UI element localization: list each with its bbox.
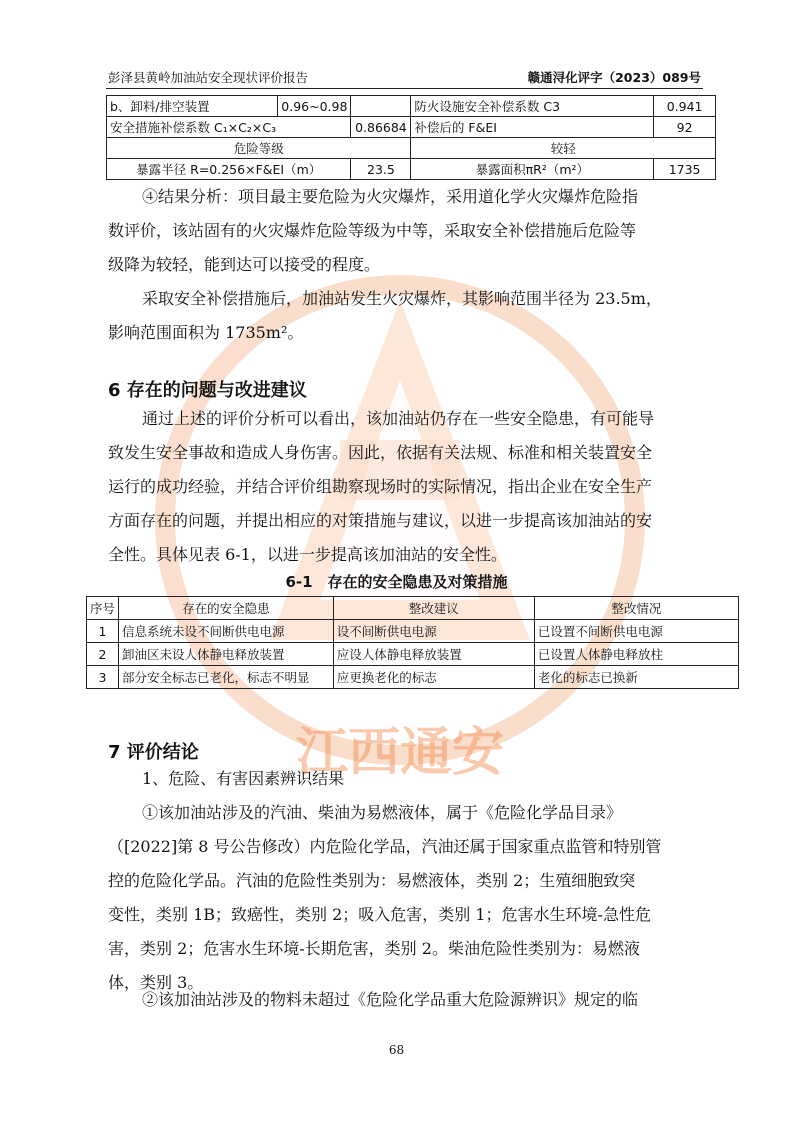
table-cell: 0.96~0.98 xyxy=(278,96,351,117)
table-cell: 卸油区未设人体静电释放装置 xyxy=(119,643,334,666)
text-line: 1、危险、有害因素辨识结果 xyxy=(142,769,345,788)
text-line: 控的危险化学品。汽油的危险性类别为：易燃液体，类别 2；生殖细胞致突 xyxy=(108,871,636,890)
table-cell: 安全措施补偿系数 C₁×C₂×C₃ xyxy=(107,117,351,138)
page-number: 68 xyxy=(388,1043,405,1057)
column-header: 序号 xyxy=(87,597,119,620)
section-7-paragraph-1 xyxy=(108,796,718,1000)
table-row xyxy=(107,117,716,138)
text-line: ①该加油站涉及的汽油、柴油为易燃液体，属于《危险化学品目录》 xyxy=(142,803,623,822)
text-line: （[2022]第 8 号公告修改）内危险化学品，汽油还属于国家重点监管和特别管 xyxy=(108,837,662,856)
table-caption: 6-1 存在的安全隐患及对策措施 xyxy=(285,573,508,591)
table-cell: 暴露半径 R=0.256×F&EI（m） xyxy=(107,159,351,180)
table-cell: 补偿后的 F&EI xyxy=(411,117,654,138)
text-line: 数评价，该站固有的火灾爆炸危险等级为中等，采取安全补偿措施后危险等 xyxy=(108,221,637,240)
table-cell: 23.5 xyxy=(351,159,411,180)
text-line: 致发生安全事故和造成人身伤害。因此，依据有关法规、标准和相关装置安全 xyxy=(108,443,653,462)
text-line: 影响范围面积为 1735m²。 xyxy=(108,323,304,342)
table-cell: 设不间断供电电源 xyxy=(333,620,534,643)
section-7-subheading xyxy=(108,762,718,796)
table-cell: 92 xyxy=(654,117,716,138)
section-6-heading: 6 存在的问题与改进建议 xyxy=(108,380,307,401)
table-header-row xyxy=(87,597,739,620)
column-header: 整改情况 xyxy=(534,597,738,620)
text-line: 体，类别 3。 xyxy=(108,973,204,992)
column-header: 整改建议 xyxy=(333,597,534,620)
table-cell: 应更换老化的标志 xyxy=(333,666,534,689)
header-report-title: 彭泽县黄岭加油站安全现状评价报告 xyxy=(108,70,309,85)
table-cell: 防火设施安全补偿系数 C3 xyxy=(411,96,654,117)
table-cell: 信息系统未设不间断供电电源 xyxy=(119,620,334,643)
table-row xyxy=(87,643,739,666)
table-cell: 2 xyxy=(87,643,119,666)
hazards-countermeasures-table xyxy=(86,596,739,689)
watermark-bottom-text: 江西通安 xyxy=(295,723,505,783)
text-line: 变性，类别 1B；致癌性，类别 2；吸入危害，类别 1；危害水生环境-急性危 xyxy=(108,905,651,924)
table-cell xyxy=(351,96,411,117)
impact-radius-paragraph xyxy=(108,282,718,350)
section-6-paragraph xyxy=(108,402,718,572)
table-cell: 0.86684 xyxy=(351,117,411,138)
table-row xyxy=(107,138,716,159)
text-line: 采取安全补偿措施后，加油站发生火灾爆炸，其影响范围半径为 23.5m， xyxy=(142,289,662,308)
table-row xyxy=(107,96,716,117)
table-row xyxy=(87,620,739,643)
table-cell: 已设置人体静电释放柱 xyxy=(534,643,738,666)
table-cell: 危险等级 xyxy=(107,138,411,159)
text-line: ④结果分析：项目最主要危险为火灾爆炸，采用道化学火灾爆炸危险指 xyxy=(142,187,639,206)
table-cell: 0.941 xyxy=(654,96,716,117)
table-cell: 老化的标志已换新 xyxy=(534,666,738,689)
table-cell: 3 xyxy=(87,666,119,689)
text-line: 全性。具体见表 6-1，以进一步提高该加油站的安全性。 xyxy=(108,545,507,564)
fei-summary-table xyxy=(106,95,716,180)
text-line: 方面存在的问题，并提出相应的对策措施与建议，以进一步提高该加油站的安 xyxy=(108,511,653,530)
table-cell: 1735 xyxy=(654,159,716,180)
text-line: 级降为较轻，能到达可以接受的程度。 xyxy=(108,255,381,274)
text-line: 运行的成功经验，并结合评价组勘察现场时的实际情况，指出企业在安全生产 xyxy=(108,477,653,496)
table-cell: 已设置不间断供电电源 xyxy=(534,620,738,643)
text-line: 通过上述的评价分析可以看出，该加油站仍存在一些安全隐患，有可能导 xyxy=(142,409,655,428)
text-line: 害，类别 2；危害水生环境-长期危害，类别 2。柴油危险性类别为：易燃液 xyxy=(108,939,640,958)
table-cell: 暴露面积πR²（m²） xyxy=(411,159,654,180)
table-cell: 较轻 xyxy=(411,138,716,159)
table-row xyxy=(87,666,739,689)
column-header: 存在的安全隐患 xyxy=(119,597,334,620)
table-cell: b、卸料/排空装置 xyxy=(107,96,278,117)
table-cell: 1 xyxy=(87,620,119,643)
text-line: ②该加油站涉及的物料未超过《危险化学品重大危险源辨识》规定的临 xyxy=(142,990,639,1009)
header-divider xyxy=(106,88,703,89)
table-row xyxy=(107,159,716,180)
header-report-number: 赣通浔化评字（2023）089号 xyxy=(527,70,701,85)
table-cell: 部分安全标志已老化，标志不明显 xyxy=(119,666,334,689)
table-cell: 应设人体静电释放装置 xyxy=(333,643,534,666)
section-7-heading: 7 评价结论 xyxy=(108,742,199,763)
result-analysis-paragraph xyxy=(108,180,718,282)
section-7-paragraph-2 xyxy=(108,983,718,1017)
